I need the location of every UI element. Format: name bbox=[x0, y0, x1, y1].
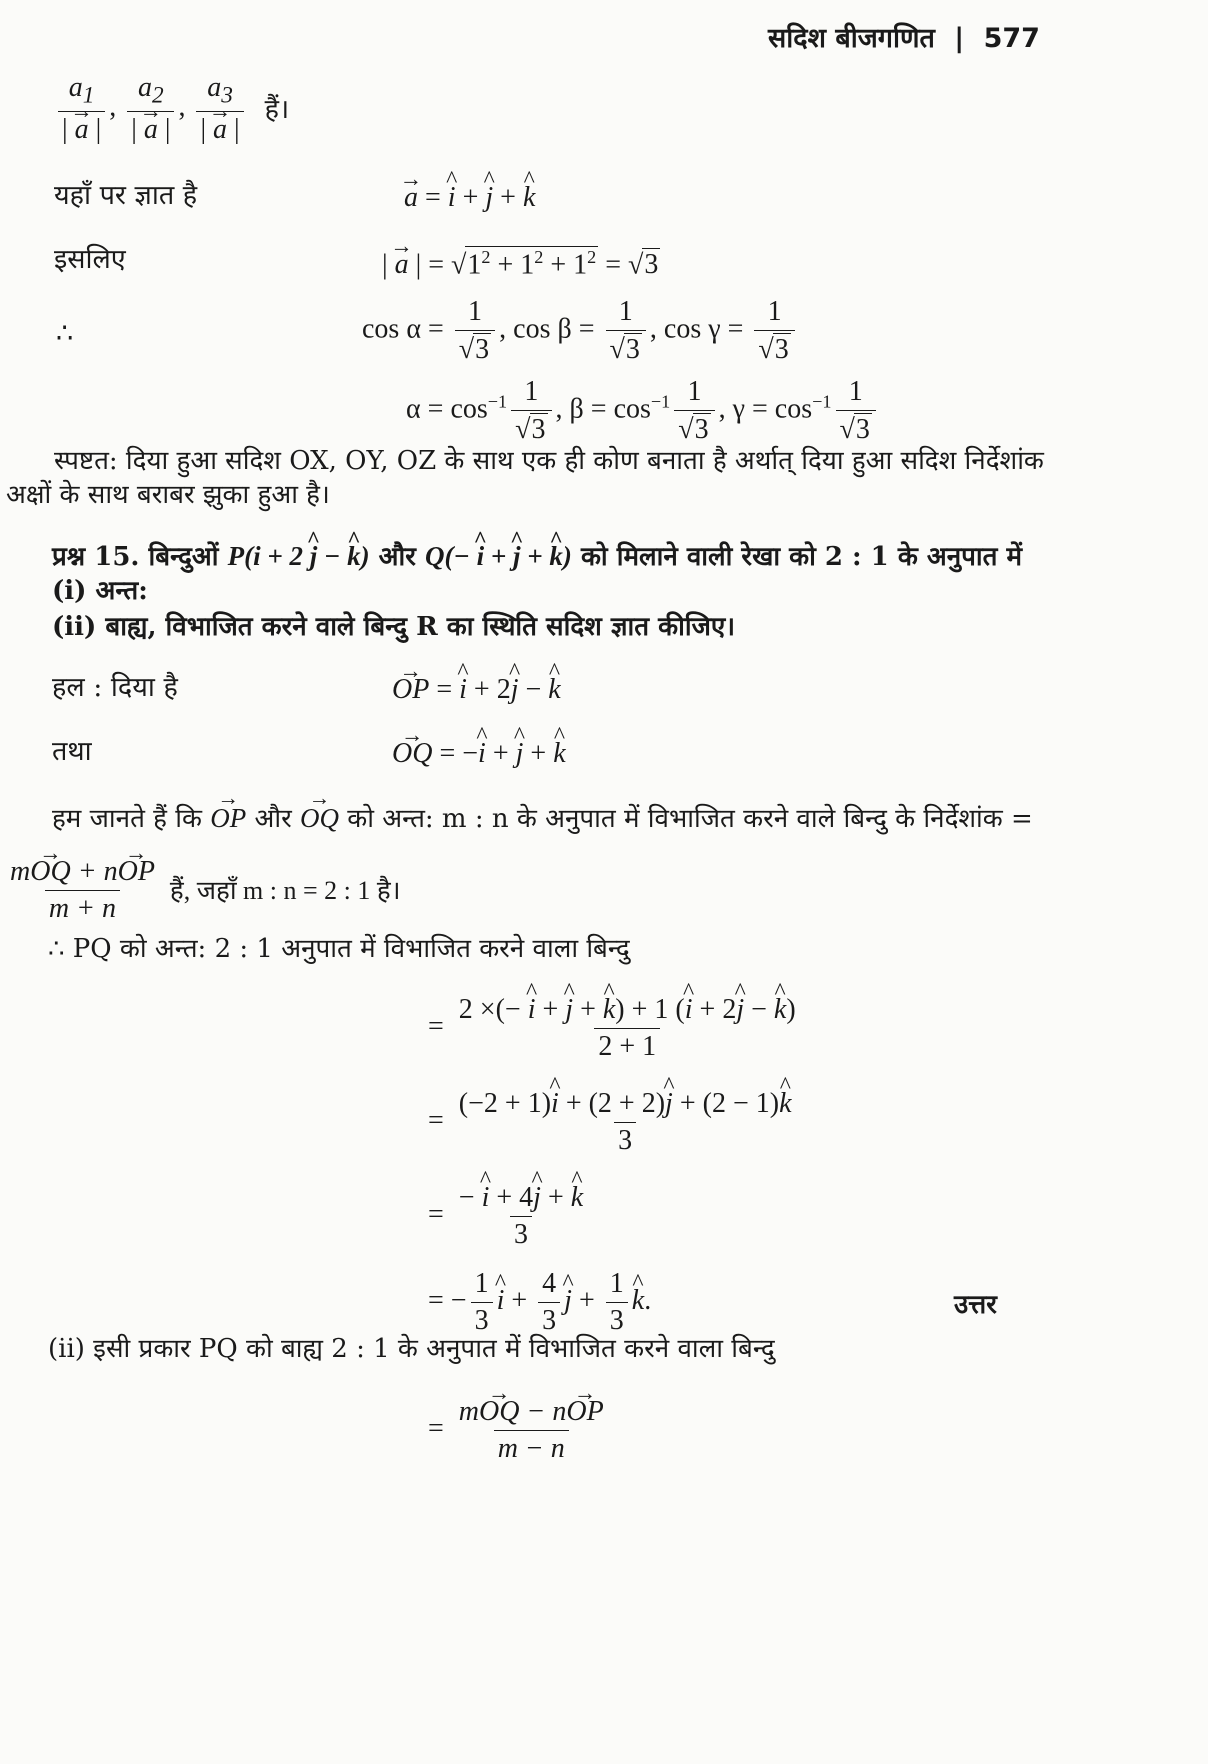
tatha-label: तथा bbox=[52, 736, 92, 767]
hain-text: हैं। bbox=[264, 94, 290, 125]
question-prefix: प्रश्न 15. बिन्दुओं bbox=[52, 542, 219, 572]
external-formula: = $\frac{m\to OQ - n\to OP}{m - n}$ bbox=[428, 1396, 612, 1465]
header-separator: | bbox=[954, 23, 965, 54]
op-equation: → OP = ^ i + 2^ j − ^ k bbox=[392, 674, 561, 706]
question-part-1: (i) अन्त: bbox=[52, 576, 148, 606]
step-3: = $\frac{- \^{} i + 4\^{} j + \^{} k}{3}$ bbox=[428, 1182, 591, 1251]
magnitude-equation: | → a | = $√1^2 + 1^2 + 1^2 = √3$ bbox=[382, 246, 660, 281]
point-q: Q(− ^ i + ^ j + ^ k) bbox=[425, 541, 572, 571]
know-suffix: को अन्त: m : n के अनुपात में विभाजित करने वाले बिन्दु के निर्देशांक = bbox=[347, 804, 1033, 834]
step-2: = $\frac{(-2 + 1)\^{} i + (2 + 2)\^{} j + (2 - 1)\^{} k}{3}$ bbox=[428, 1088, 800, 1157]
conclusion-line-2: अक्षों के साथ बराबर झुका हुआ है। bbox=[6, 480, 330, 510]
step-4: = − $\frac{1}{3}$ ^ i + $\frac{4}{3}$ ^ j + $\frac{1}{3}$ ^ k. bbox=[428, 1268, 651, 1337]
external-division-line: (ii) इसी प्रकार PQ को बाह्य 2 : 1 के अनुपात में विभाजित करने वाला बिन्दु bbox=[48, 1334, 775, 1364]
section-formula: $\frac{m\to OQ + n\to OP}{m + n}$ हैं, जहाँ m : n = 2 : 1 है। bbox=[2, 856, 401, 925]
page-number: 577 bbox=[983, 23, 1040, 54]
step-1: = $\frac{2 \times(- \^{} i + \^{} j + \^{} k) + 1 (\^{} i + 2\^{} j - \^{} k)}{2 + 1}$ bbox=[428, 994, 804, 1063]
question-15 bbox=[52, 540, 1022, 573]
chapter-title: सदिश बीजगणित bbox=[768, 23, 935, 54]
vector-a-equation: → a = ^ i + ^ j + ^ k bbox=[404, 182, 535, 214]
angle-equations: $\alpha = \cos^{-1}$ $\frac{1}{√3}$ , $\beta = \cos^{-1}$ $\frac{1}{√3}$ , $\gamma = \cos^{-1}$ $\frac{1}{√3}$ bbox=[406, 376, 880, 446]
direction-cosine-fractions: $\frac{a_1}{| \to a |}$ , $\frac{a_2}{| \to a |}$ , $\frac{a_3}{| \to a |}$ हैं। bbox=[54, 72, 289, 147]
point-p: P(i + 2 ^ j − ^ k) bbox=[228, 541, 370, 571]
cosine-equations: cos α = $\frac{1}{√3}$ , cos β = $\frac{1}{√3}$ , cos γ = $\frac{1}{√3}$ bbox=[362, 296, 799, 366]
therefore-symbol: ∴ bbox=[56, 318, 74, 349]
answer-label: उत्तर bbox=[954, 1290, 997, 1320]
conclusion-line-1: स्पष्टत: दिया हुआ सदिश OX, OY, OZ के साथ एक ही कोण बनाता है अर्थात् दिया हुआ सदिश निर्देशांक bbox=[54, 446, 1044, 476]
know-prefix: हम जानते हैं कि bbox=[52, 804, 202, 834]
solution-label: हल : दिया है bbox=[52, 672, 178, 703]
given-label: यहाँ पर ज्ञात है bbox=[54, 180, 198, 211]
question-suffix: को मिलाने वाली रेखा को 2 : 1 के अनुपात में bbox=[580, 542, 1023, 572]
internal-division-line: ∴ PQ को अन्त: 2 : 1 अनुपात में विभाजित करने वाला बिन्दु bbox=[48, 934, 630, 964]
oq-equation: → OQ = −^ i + ^ j + ^ k bbox=[392, 738, 566, 770]
page-header bbox=[768, 18, 1040, 55]
question-part-2: (ii) बाह्य, विभाजित करने वाले बिन्दु R का स्थिति सदिश ज्ञात कीजिए। bbox=[52, 612, 736, 642]
hence-label: इसलिए bbox=[54, 244, 126, 275]
know-and: और bbox=[254, 804, 292, 834]
section-formula-line: हम जानते हैं कि → OP और → OQ को अन्त: m : n के अनुपात में विभाजित करने वाले बिन्दु के निर्देशांक = bbox=[52, 802, 1033, 835]
formula-suffix: हैं, जहाँ m : n = 2 : 1 है। bbox=[169, 876, 401, 906]
question-and: और bbox=[378, 542, 416, 572]
